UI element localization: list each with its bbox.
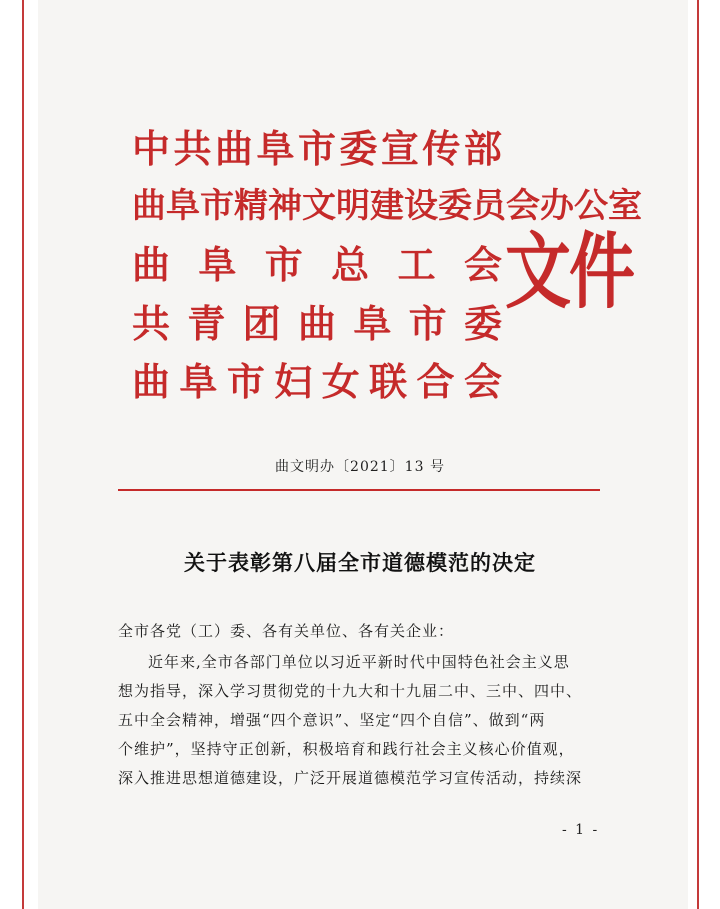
body-line: 想为指导，深入学习贯彻党的十九大和十九届二中、三中、四中、	[118, 682, 583, 700]
org-name-char: 工	[397, 242, 436, 287]
org-name-char: 建	[370, 186, 404, 226]
org-name-char: 设	[404, 186, 438, 226]
org-name-char: 曲	[214, 126, 253, 171]
left-margin	[0, 0, 22, 909]
org-name-char: 委	[438, 186, 472, 226]
org-name-3	[132, 242, 502, 288]
salutation: 全市各党（工）委、各有关单位、各有关企业：	[118, 622, 455, 640]
document-word: 文件	[505, 222, 633, 320]
org-name-char: 委	[463, 301, 502, 346]
body-line: 近年来,全市各部门单位以习近平新时代中国特色社会主义思	[148, 653, 570, 671]
body-line: 深入推进思想道德建设，广泛开展道德模范学习宣传活动，持续深	[118, 769, 583, 787]
org-name-2	[132, 183, 642, 229]
org-name-1	[132, 126, 502, 172]
org-name-char: 阜	[179, 359, 218, 404]
org-name-char: 阜	[256, 126, 295, 171]
org-name-char: 部	[463, 126, 502, 171]
red-separator-line	[118, 489, 600, 491]
body-line: 个维护”，坚持守正创新，积极培育和践行社会主义核心价值观，	[118, 740, 575, 758]
org-name-char: 会	[463, 359, 502, 404]
org-name-char: 共	[173, 126, 212, 171]
org-name-char: 女	[321, 359, 360, 404]
org-name-char: 市	[200, 186, 234, 226]
org-name-char: 会	[463, 242, 502, 287]
body-line: 五中全会精神，增强“四个意识”、坚定“四个自信”、做到“两	[118, 711, 546, 729]
document-number: 曲文明办〔2021〕13 号	[275, 459, 445, 475]
org-name-char: 曲	[132, 359, 171, 404]
org-name-5	[132, 359, 502, 405]
org-name-char: 员	[472, 186, 506, 226]
org-name-char: 共	[132, 301, 171, 346]
org-name-char: 市	[264, 242, 303, 287]
org-name-char: 曲	[132, 242, 171, 287]
org-name-char: 委	[339, 126, 378, 171]
document-title: 关于表彰第八届全市道德模范的决定	[184, 550, 536, 575]
org-name-char: 会	[506, 186, 540, 226]
org-name-char: 文	[302, 186, 336, 226]
org-name-char: 妇	[274, 359, 313, 404]
org-name-char: 阜	[353, 301, 392, 346]
org-name-char: 中	[132, 126, 171, 171]
org-name-char: 总	[331, 242, 370, 287]
org-name-char: 明	[336, 186, 370, 226]
org-name-char: 办	[540, 186, 574, 226]
body-text	[118, 648, 608, 793]
org-name-char: 神	[268, 186, 302, 226]
org-name-char: 团	[242, 301, 281, 346]
org-name-char: 传	[422, 126, 461, 171]
org-name-char: 曲	[297, 301, 336, 346]
org-name-4	[132, 301, 502, 347]
org-name-char: 阜	[198, 242, 237, 287]
org-name-char: 宣	[380, 126, 419, 171]
page-number: - 1 -	[562, 822, 600, 838]
left-border-line	[22, 0, 24, 909]
org-name-char: 精	[234, 186, 268, 226]
org-name-char: 合	[416, 359, 455, 404]
org-name-char: 公	[574, 186, 608, 226]
right-margin	[699, 0, 720, 909]
org-name-char: 曲	[132, 186, 166, 226]
org-name-char: 市	[408, 301, 447, 346]
org-name-char: 青	[187, 301, 226, 346]
org-name-char: 室	[608, 186, 642, 226]
org-name-char: 市	[226, 359, 265, 404]
org-name-char: 联	[369, 359, 408, 404]
org-name-char: 阜	[166, 186, 200, 226]
org-name-char: 市	[297, 126, 336, 171]
